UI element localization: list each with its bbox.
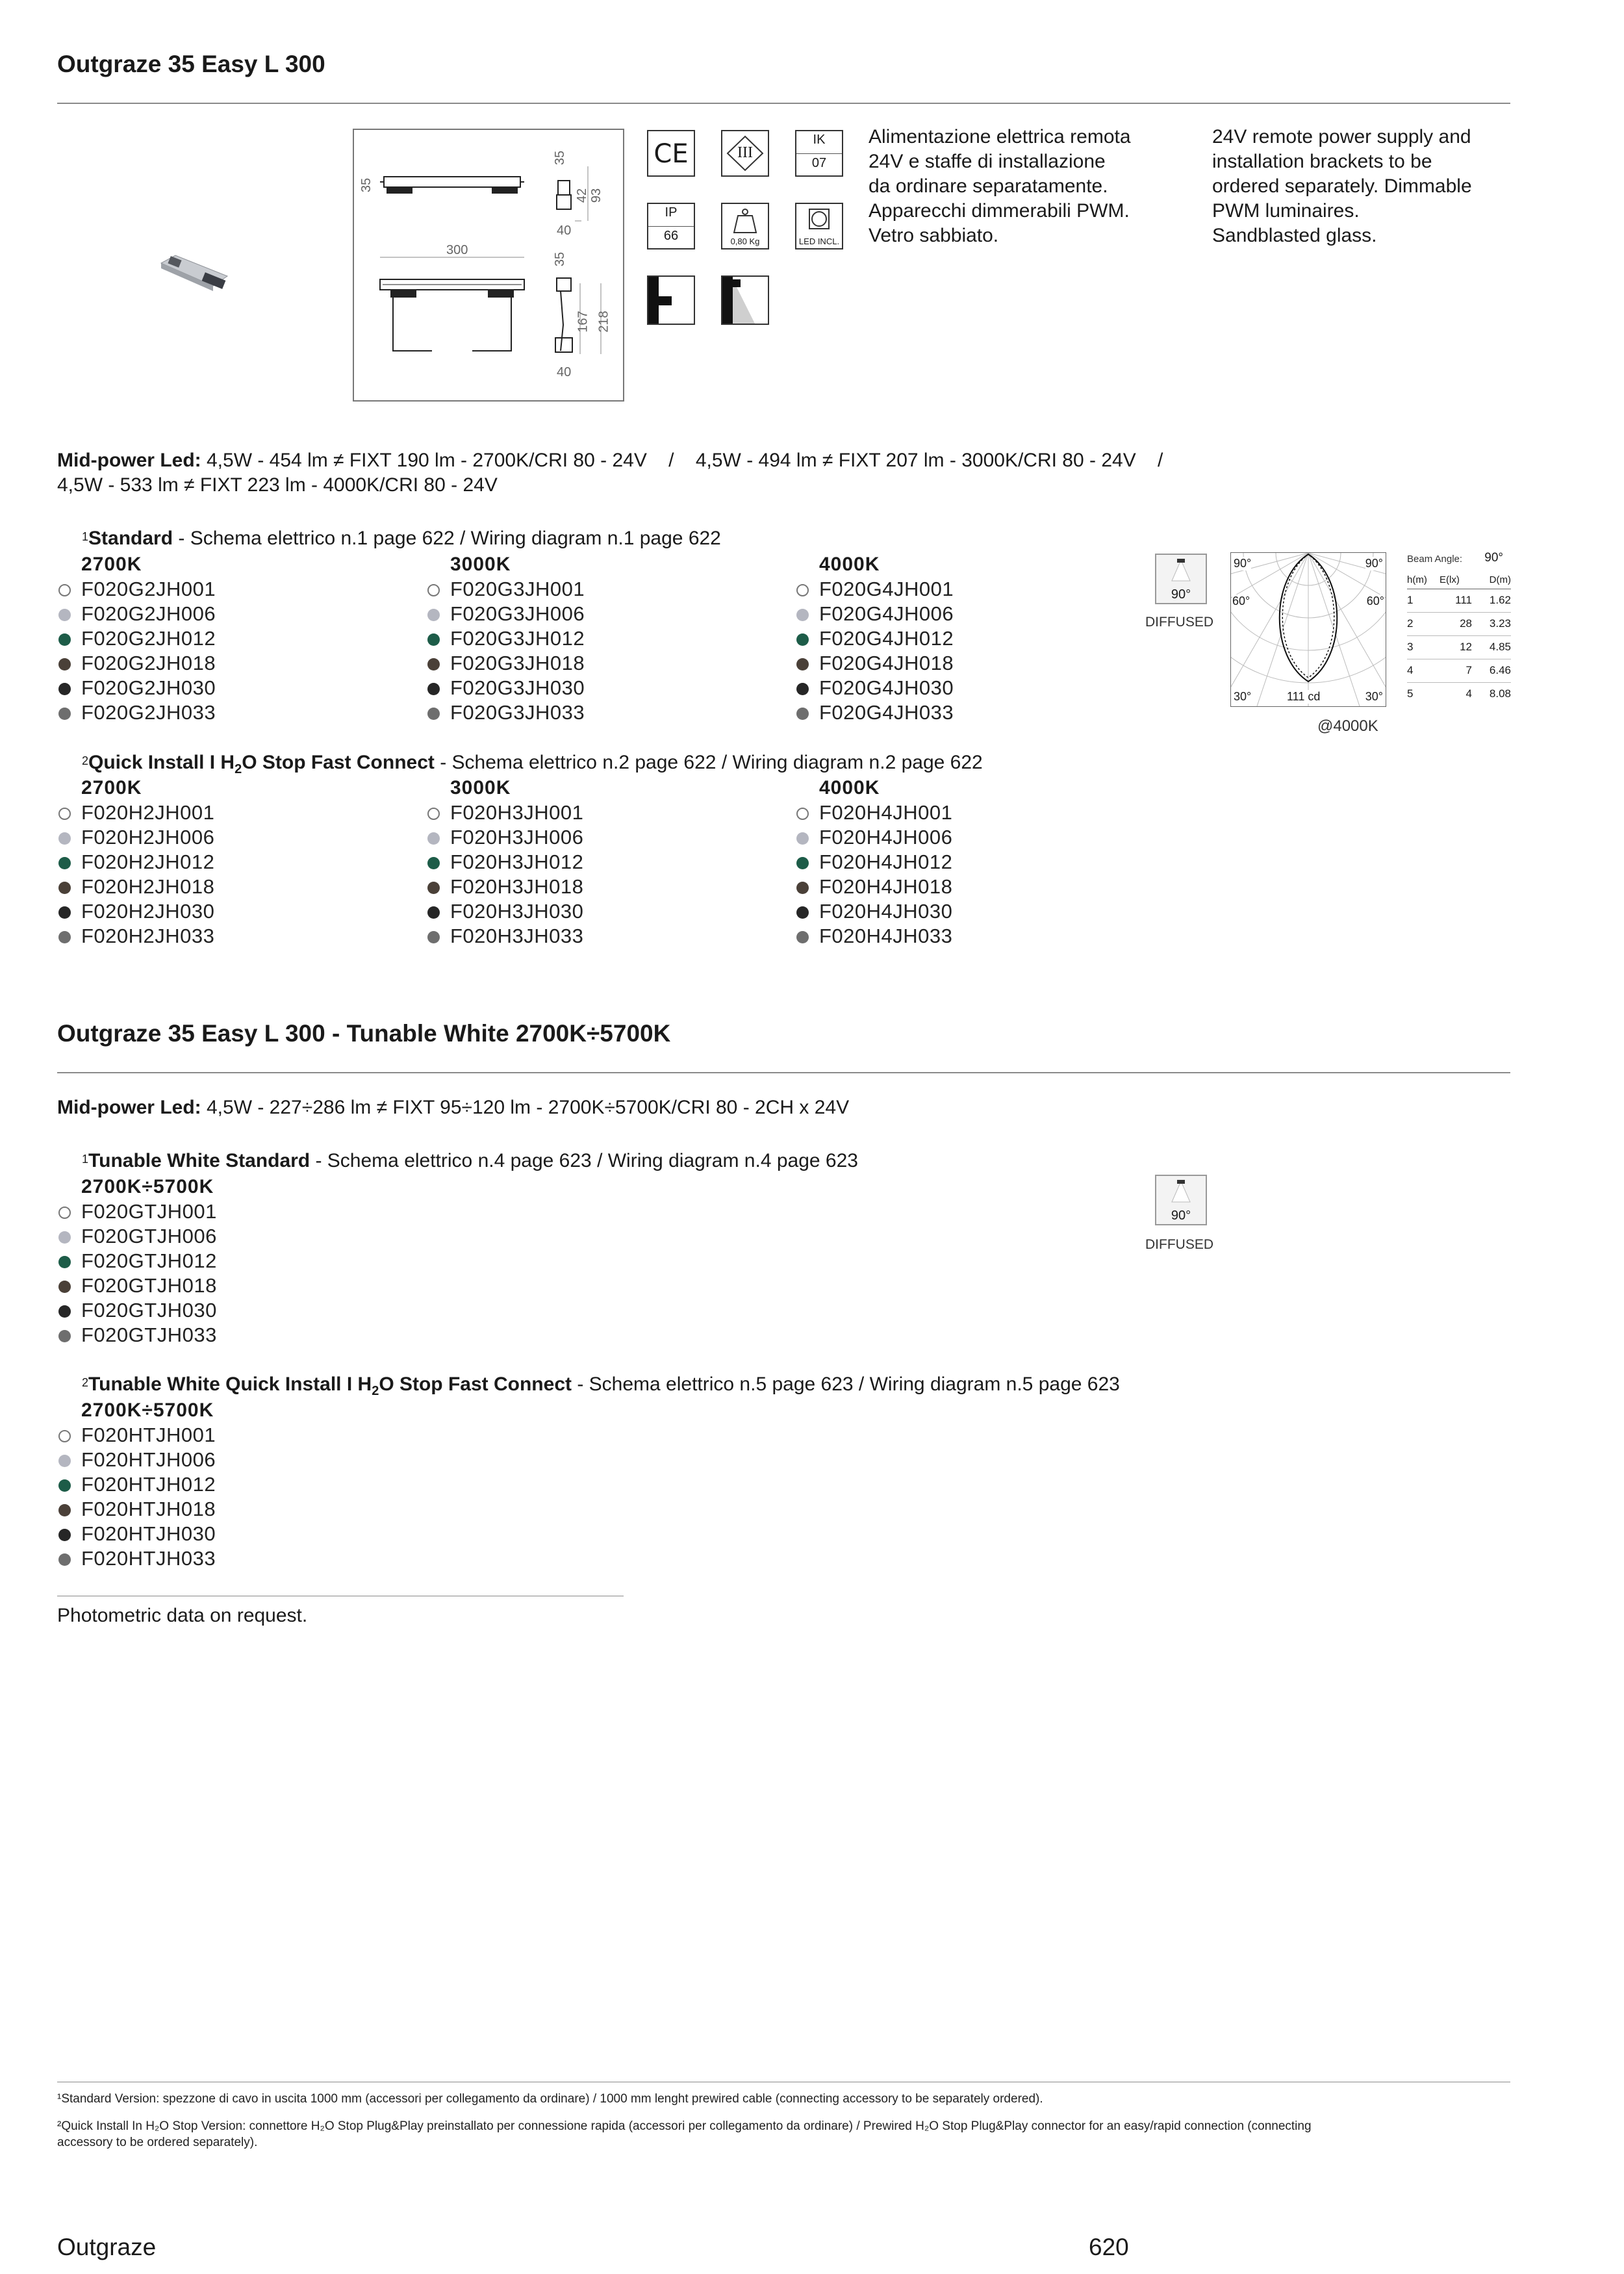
mounting-wall-icon: [647, 275, 695, 325]
dim-label: 42: [575, 188, 590, 203]
product-code: F020G4JH030: [796, 676, 954, 700]
finish-brown-icon: [427, 882, 440, 894]
beam-table-row: 3 12 4.85: [1407, 636, 1511, 659]
product-code: F020G4JH012: [796, 626, 954, 651]
finish-green-icon: [796, 857, 809, 869]
weight-icon: [721, 203, 769, 249]
finish-green-icon: [58, 1479, 71, 1492]
beam-type: DIFFUSED: [1145, 1237, 1213, 1252]
desc-line: 24V remote power supply and: [1212, 126, 1471, 147]
ik-label: IK: [813, 133, 826, 147]
finish-green-icon: [58, 1256, 71, 1268]
dim-label: 300: [446, 243, 468, 257]
polar-intensity-label: 111 cd: [1287, 690, 1321, 703]
product-code: F020H3JH001: [427, 800, 583, 825]
product-code: F020HTJH018: [58, 1497, 216, 1522]
dim-label: 35: [553, 150, 568, 166]
product-code: F020GTJH033: [58, 1323, 217, 1348]
product-code: F020G4JH033: [796, 700, 954, 725]
finish-green-icon: [58, 857, 71, 869]
finish-brown-icon: [796, 882, 809, 894]
product-code: F020G2JH018: [58, 651, 216, 676]
tunable-quick-heading: [82, 1372, 1120, 1403]
polar-angle-label: 60°: [1366, 594, 1384, 607]
product-code: F020GTJH006: [58, 1224, 217, 1249]
finish-grey-icon: [58, 609, 71, 621]
standard-col-3000k: [427, 554, 585, 725]
finish-anthracite-icon: [427, 931, 440, 943]
tunable-section-title: Outgraze 35 Easy L 300 - Tunable White 2700K÷5700K: [57, 1020, 671, 1047]
product-code: F020H2JH030: [58, 899, 214, 924]
product-code: F020G3JH033: [427, 700, 585, 725]
ip-label: IP: [665, 205, 678, 220]
finish-black-icon: [796, 906, 809, 919]
product-code: F020H4JH018: [796, 875, 952, 899]
led-spec-line2: 4,5W - 533 lm ≠ FIXT 223 lm - 4000K/CRI 80 - 24V: [57, 474, 498, 496]
title-divider: [57, 103, 1510, 104]
desc-line: Sandblasted glass.: [1212, 225, 1377, 246]
class-iii-label: III: [737, 144, 753, 161]
product-code: F020H2JH012: [58, 850, 214, 875]
product-code: F020G2JH006: [58, 602, 216, 626]
product-code: F020G4JH006: [796, 602, 954, 626]
column-label: 4000K: [819, 554, 880, 575]
beam-table-angle: 90°: [1484, 551, 1503, 565]
footer-page-number: 620: [1089, 2234, 1129, 2260]
column-label: 2700K: [81, 554, 142, 575]
product-code: F020GTJH018: [58, 1273, 217, 1298]
finish-anthracite-icon: [796, 708, 809, 720]
desc-line: ordered separately. Dimmable: [1212, 175, 1472, 197]
product-code: F020H3JH018: [427, 875, 583, 899]
finish-green-icon: [796, 633, 809, 646]
product-code: F020GTJH030: [58, 1298, 217, 1323]
beam-table-header: h(m) E(lx) D(m): [1407, 572, 1511, 589]
finish-brown-icon: [796, 658, 809, 671]
finish-anthracite-icon: [427, 708, 440, 720]
finish-black-icon: [427, 906, 440, 919]
footnote-ref: 2: [82, 754, 89, 767]
beam-angle-value: 90°: [1171, 1208, 1191, 1223]
beam-angle-badge: [1155, 1175, 1207, 1225]
dim-label: 40: [557, 365, 572, 379]
product-code: F020GTJH012: [58, 1249, 217, 1273]
polar-angle-label: 30°: [1365, 690, 1383, 703]
column-label: 2700K: [81, 777, 142, 798]
footnote-ref: 1: [82, 1153, 89, 1166]
ce-mark-icon: CE: [647, 130, 695, 177]
finish-grey-icon: [427, 609, 440, 621]
finish-grey-icon: [58, 1231, 71, 1244]
tunable-quick-title: Tunable White Quick Install I $H_2O$ Stop Fast Connect: [88, 1373, 572, 1398]
product-code: F020H2JH033: [58, 924, 214, 949]
beam-angle-value: 90°: [1171, 587, 1191, 602]
finish-white-icon: [796, 808, 809, 820]
finish-black-icon: [58, 1529, 71, 1541]
product-code: F020HTJH030: [58, 1522, 216, 1546]
tunable-standard-col: [58, 1176, 217, 1348]
desc-line: Vetro sabbiato.: [869, 225, 999, 246]
polar-angle-label: 30°: [1234, 690, 1252, 703]
finish-brown-icon: [58, 882, 71, 894]
class-iii-icon: [721, 130, 769, 177]
dim-label: 93: [589, 188, 604, 203]
desc-line: Apparecchi dimmerabili PWM.: [869, 200, 1130, 222]
desc-line: 24V e staffe di installazione: [869, 151, 1106, 172]
finish-brown-icon: [58, 1281, 71, 1293]
finish-brown-icon: [427, 658, 440, 671]
tunable-quick-subtitle: - Schema elettrico n.5 page 623 / Wiring diagram n.5 page 623: [572, 1373, 1120, 1395]
footnote-ref: 1: [82, 530, 89, 543]
finish-black-icon: [796, 683, 809, 695]
finish-green-icon: [427, 633, 440, 646]
quick-col-4000k: [796, 777, 952, 949]
finish-grey-icon: [427, 832, 440, 845]
dim-label: 167: [576, 311, 590, 333]
led-spec: [57, 448, 1163, 473]
beam-table-title: Beam Angle:: [1407, 554, 1463, 565]
finish-grey-icon: [796, 609, 809, 621]
finish-grey-icon: [796, 832, 809, 845]
standard-heading: [82, 526, 721, 551]
led-label: Mid-power Led:: [57, 450, 201, 471]
product-code: F020G4JH018: [796, 651, 954, 676]
finish-white-icon: [58, 584, 71, 596]
finish-white-icon: [58, 1207, 71, 1219]
column-label: 2700K÷5700K: [81, 1176, 214, 1197]
led-label: LED INCL.: [798, 236, 840, 246]
product-code: F020H4JH012: [796, 850, 952, 875]
product-code: F020GTJH001: [58, 1199, 217, 1224]
desc-line: Alimentazione elettrica remota: [869, 126, 1131, 147]
polar-temperature: @4000K: [1317, 717, 1378, 735]
finish-anthracite-icon: [58, 708, 71, 720]
quick-install-subtitle: - Schema elettrico n.2 page 622 / Wiring diagram n.2 page 622: [434, 752, 983, 773]
beam-type: DIFFUSED: [1145, 615, 1213, 630]
dim-label: 35: [359, 177, 374, 193]
desc-line: da ordinare separatamente.: [869, 175, 1108, 197]
product-code: F020H2JH018: [58, 875, 214, 899]
finish-black-icon: [427, 683, 440, 695]
product-code: F020H4JH001: [796, 800, 952, 825]
finish-white-icon: [427, 584, 440, 596]
tunable-standard-subtitle: - Schema elettrico n.4 page 623 / Wiring diagram n.4 page 623: [310, 1150, 858, 1171]
product-code: F020H2JH001: [58, 800, 214, 825]
standard-subtitle: - Schema elettrico n.1 page 622 / Wiring diagram n.1 page 622: [173, 528, 721, 549]
finish-anthracite-icon: [796, 931, 809, 943]
footnote-1: ¹Standard Version: spezzone di cavo in uscita 1000 mm (accessori per collegamento da ordinare) / 1000 mm lenght prewired cable (connecting accessory to be separately ordered).: [57, 2092, 1043, 2106]
product-code: F020HTJH033: [58, 1546, 216, 1571]
light-emission-icon: [721, 275, 769, 325]
product-code: F020HTJH001: [58, 1423, 216, 1448]
product-code: F020HTJH012: [58, 1472, 216, 1497]
footnote-2: ²Quick Install In H₂O Stop Version: connettore H₂O Stop Plug&Play preinstallato per connessione rapida (accessori per collegamento da ordinare) / Prewired H₂O Stop Plug&Play connector for an easy/rapid connection (connecting: [57, 2119, 1312, 2133]
footnote-2-cont: accessory to be ordered separately).: [57, 2136, 258, 2149]
finish-white-icon: [58, 808, 71, 820]
product-code: F020G2JH001: [58, 577, 216, 602]
description-english: [1212, 125, 1472, 248]
ik-value: 07: [811, 156, 827, 170]
finish-white-icon: [58, 1430, 71, 1442]
dim-label: 35: [553, 251, 568, 267]
finish-brown-icon: [58, 658, 71, 671]
product-code: F020G3JH030: [427, 676, 585, 700]
finish-grey-icon: [58, 832, 71, 845]
footnote-ref: 2: [82, 1376, 89, 1389]
column-label: 3000K: [450, 554, 511, 575]
product-code: F020H2JH006: [58, 825, 214, 850]
beam-table: [1407, 551, 1511, 706]
ip-rating-icon: [647, 203, 695, 249]
product-code: F020H4JH030: [796, 899, 952, 924]
tunable-led-spec: [57, 1095, 849, 1120]
desc-line: PWM luminaires.: [1212, 200, 1360, 222]
product-code: F020H3JH033: [427, 924, 583, 949]
led-spec-line: 4,5W - 227÷286 lm ≠ FIXT 95÷120 lm - 2700K÷5700K/CRI 80 - 2CH x 24V: [207, 1097, 850, 1118]
product-code: F020G2JH030: [58, 676, 216, 700]
product-code: F020H3JH012: [427, 850, 583, 875]
column-label: 4000K: [819, 777, 880, 798]
standard-col-4000k: [796, 554, 954, 725]
finish-brown-icon: [58, 1504, 71, 1516]
beam-angle-badge: [1155, 554, 1207, 604]
dim-label: 40: [557, 224, 572, 238]
technical-drawing: [353, 129, 624, 402]
standard-col-2700k: [58, 554, 216, 725]
finish-black-icon: [58, 906, 71, 919]
finish-anthracite-icon: [58, 1330, 71, 1342]
desc-line: installation brackets to be: [1212, 151, 1432, 172]
finish-black-icon: [58, 683, 71, 695]
product-code: F020G2JH012: [58, 626, 216, 651]
polar-angle-label: 90°: [1365, 557, 1383, 570]
page-title: Outgraze 35 Easy L 300: [57, 51, 325, 77]
finish-grey-icon: [58, 1455, 71, 1467]
ik-rating-icon: [795, 130, 843, 177]
finish-anthracite-icon: [58, 1553, 71, 1566]
finish-black-icon: [58, 1305, 71, 1318]
beam-table-row: 5 4 8.08: [1407, 687, 1511, 700]
product-photo: [156, 250, 234, 296]
finish-white-icon: [427, 808, 440, 820]
led-included-icon: [795, 203, 843, 249]
product-code: F020G2JH033: [58, 700, 216, 725]
tunable-divider: [57, 1072, 1510, 1073]
product-code: F020G4JH001: [796, 577, 954, 602]
product-code: F020G3JH001: [427, 577, 585, 602]
standard-title: Standard: [88, 528, 173, 549]
beam-table-row: 2 28 3.23: [1407, 613, 1511, 636]
product-code: F020G3JH012: [427, 626, 585, 651]
finish-green-icon: [58, 633, 71, 646]
photometric-note: Photometric data on request.: [57, 1605, 308, 1626]
tunable-quick-col: [58, 1399, 216, 1571]
finish-anthracite-icon: [58, 931, 71, 943]
finish-green-icon: [427, 857, 440, 869]
polar-angle-label: 90°: [1234, 557, 1252, 570]
ip-value: 66: [663, 229, 679, 243]
description-italian: [869, 125, 1131, 248]
product-code: F020H3JH006: [427, 825, 583, 850]
polar-angle-label: 60°: [1232, 594, 1250, 607]
weight-label: 0,80 Kg: [730, 236, 760, 246]
quick-col-2700k: [58, 777, 214, 949]
column-label: 3000K: [450, 777, 511, 798]
quick-col-3000k: [427, 777, 583, 949]
footer-section-name: Outgraze: [57, 2234, 157, 2260]
polar-diagram: [1230, 552, 1386, 707]
dim-label: 218: [596, 311, 611, 333]
quick-install-title: Quick Install I $H_2O$ Stop Fast Connect: [88, 752, 435, 776]
product-code: F020H4JH033: [796, 924, 952, 949]
tunable-standard-title: Tunable White Standard: [88, 1150, 311, 1171]
column-label: 2700K÷5700K: [81, 1399, 214, 1421]
beam-table-row: 4 7 6.46: [1407, 659, 1511, 683]
product-code: F020HTJH006: [58, 1448, 216, 1472]
finish-white-icon: [796, 584, 809, 596]
tunable-standard-heading: [82, 1149, 858, 1173]
beam-table-row: 1 111 1.62: [1407, 589, 1511, 613]
product-code: F020H3JH030: [427, 899, 583, 924]
led-spec-line1: 4,5W - 454 lm ≠ FIXT 190 lm - 2700K/CRI 80 - 24V / 4,5W - 494 lm ≠ FIXT 207 lm - 3000K/CRI 80 - 24V /: [207, 450, 1163, 471]
led-label: Mid-power Led:: [57, 1097, 201, 1118]
product-code: F020H4JH006: [796, 825, 952, 850]
product-code: F020G3JH018: [427, 651, 585, 676]
product-code: F020G3JH006: [427, 602, 585, 626]
